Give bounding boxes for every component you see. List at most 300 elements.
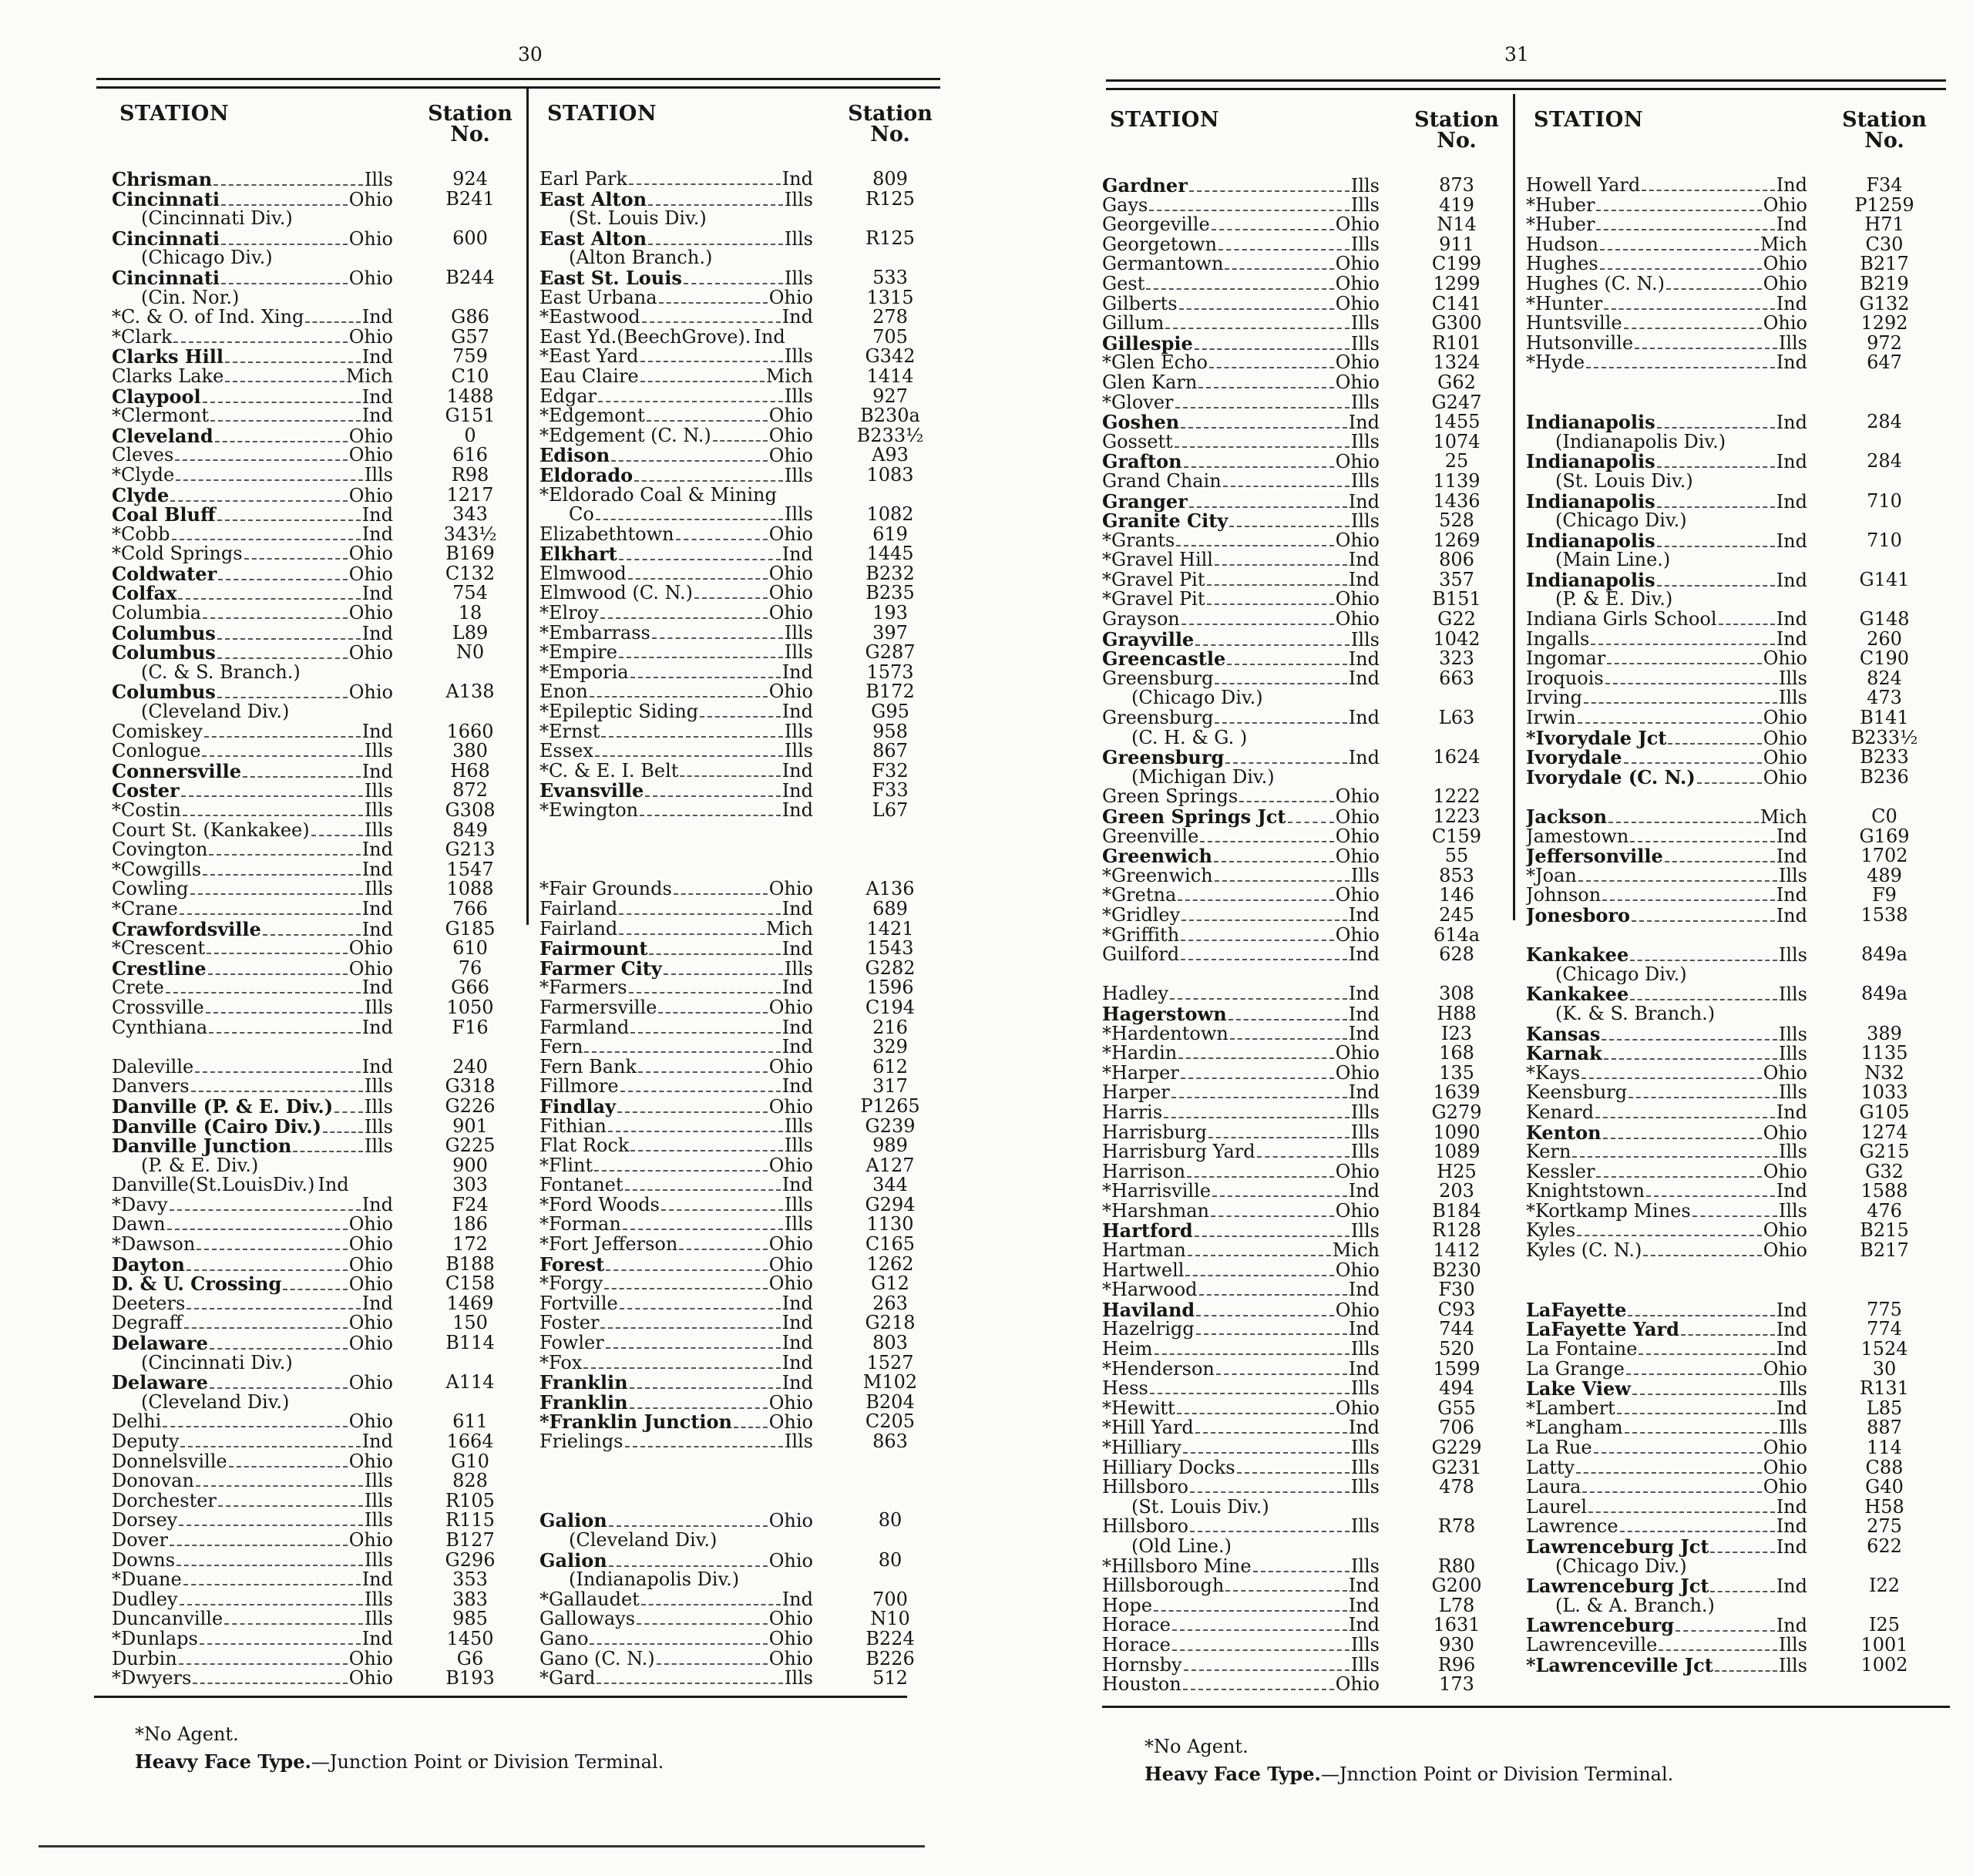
station-number: C159 bbox=[1431, 825, 1482, 847]
leader-dots bbox=[1214, 861, 1334, 862]
station-number: B193 bbox=[445, 1667, 495, 1689]
leader-dots bbox=[183, 1584, 361, 1585]
station-number: G225 bbox=[445, 1135, 496, 1157]
state-abbr: Ind bbox=[361, 859, 393, 880]
section-gap bbox=[539, 1491, 940, 1511]
station-number: G282 bbox=[865, 956, 916, 979]
station-name: *Griffith bbox=[1102, 925, 1180, 946]
station-name: Hughes (C. N.) bbox=[1526, 274, 1665, 294]
station-row bbox=[539, 998, 940, 1018]
station-column-right bbox=[539, 102, 940, 1689]
station-row bbox=[539, 1432, 940, 1452]
station-name: *Kortkamp Mines bbox=[1526, 1201, 1691, 1222]
state-abbr: Ohio bbox=[348, 485, 393, 506]
leader-dots bbox=[601, 736, 782, 738]
station-row bbox=[1526, 886, 1934, 906]
leader-dots bbox=[1710, 1552, 1774, 1553]
station-name: Conlogue bbox=[112, 741, 201, 762]
station-row bbox=[1102, 1182, 1507, 1202]
station-number: 754 bbox=[452, 582, 488, 604]
station-number: 901 bbox=[452, 1115, 488, 1137]
station-number: 985 bbox=[452, 1608, 488, 1630]
station-name: *Epileptic Siding bbox=[539, 702, 699, 723]
state-abbr: Ills bbox=[364, 465, 393, 486]
station-name: Cincinnati bbox=[112, 228, 220, 250]
station-row bbox=[112, 1274, 520, 1294]
state-abbr: Ind bbox=[781, 1175, 813, 1196]
leader-dots bbox=[176, 479, 363, 481]
station-number: 344 bbox=[872, 1174, 908, 1196]
station-number: 30 bbox=[1872, 1357, 1897, 1380]
station-number: 710 bbox=[1867, 529, 1902, 551]
leader-dots bbox=[1602, 899, 1774, 901]
leader-dots bbox=[203, 874, 361, 876]
leader-dots bbox=[179, 1663, 348, 1665]
station-name: Edgar bbox=[539, 386, 597, 407]
station-qualifier: (Old Line.) bbox=[1131, 1536, 1232, 1557]
state-abbr: Ind bbox=[1348, 1576, 1380, 1597]
leader-dots bbox=[1625, 1432, 1777, 1434]
station-row bbox=[1102, 1596, 1507, 1616]
station-number: 1299 bbox=[1433, 272, 1481, 294]
state-abbr: Ohio bbox=[1335, 807, 1380, 828]
station-row bbox=[1526, 1653, 1934, 1676]
state-abbr: Ohio bbox=[1763, 195, 1807, 216]
station-row bbox=[539, 1037, 940, 1057]
station-number: B169 bbox=[445, 543, 495, 565]
station-row bbox=[1102, 1044, 1507, 1064]
bottom-rule bbox=[94, 1696, 907, 1698]
state-abbr: Ind bbox=[1348, 984, 1380, 1005]
leader-dots bbox=[221, 244, 348, 245]
state-abbr: Mich bbox=[345, 366, 393, 387]
station-row bbox=[1102, 1199, 1507, 1222]
station-name: Jonesboro bbox=[1526, 905, 1631, 926]
station-number: 989 bbox=[872, 1135, 908, 1157]
section-gap bbox=[1526, 926, 1934, 946]
station-row bbox=[1526, 1340, 1934, 1360]
leader-dots bbox=[1603, 1138, 1762, 1139]
station-row bbox=[1102, 1320, 1507, 1340]
station-name: *Hardin bbox=[1102, 1044, 1178, 1064]
station-name: Essex bbox=[539, 741, 593, 762]
leader-dots bbox=[630, 1387, 781, 1389]
station-name: Duncanville bbox=[112, 1609, 224, 1630]
station-name: Hillsboro bbox=[1102, 1517, 1189, 1538]
state-abbr: Ind bbox=[361, 919, 393, 940]
station-number: 622 bbox=[1867, 1535, 1902, 1557]
station-qualifier: (Chicago Div.) bbox=[1131, 688, 1263, 709]
station-name: *Gravel Pit bbox=[1102, 590, 1205, 610]
state-abbr: Ohio bbox=[348, 544, 393, 565]
state-abbr: Ind bbox=[361, 524, 393, 545]
station-row bbox=[539, 702, 940, 722]
station-name: Hutsonville bbox=[1526, 333, 1634, 354]
leader-dots bbox=[163, 1426, 347, 1427]
state-abbr: Ind bbox=[1776, 176, 1807, 196]
station-number: A136 bbox=[865, 878, 915, 900]
leader-dots bbox=[1200, 841, 1333, 842]
leader-dots bbox=[1177, 1413, 1334, 1414]
leader-dots bbox=[694, 597, 768, 599]
leader-dots bbox=[1155, 1353, 1350, 1355]
station-number: 610 bbox=[452, 937, 488, 960]
station-name: *Fort Jefferson bbox=[539, 1235, 678, 1256]
station-no-header: Station No. bbox=[848, 102, 933, 146]
station-number: 80 bbox=[878, 1548, 902, 1571]
station-name: East Yd.(BeechGrove). bbox=[539, 327, 751, 348]
state-abbr: Ills bbox=[784, 1195, 813, 1215]
station-number: H68 bbox=[450, 759, 490, 782]
state-abbr: Ills bbox=[784, 347, 813, 368]
leader-dots bbox=[203, 617, 348, 619]
leader-dots bbox=[1628, 1315, 1774, 1316]
leader-dots bbox=[1229, 1019, 1347, 1020]
state-abbr: Ills bbox=[1350, 314, 1380, 335]
station-name: Kenard bbox=[1526, 1102, 1595, 1123]
station-number: 1639 bbox=[1433, 1081, 1481, 1104]
station-subline bbox=[1526, 472, 1934, 492]
station-row bbox=[1102, 1103, 1507, 1123]
state-abbr: Ills bbox=[784, 1116, 813, 1137]
leader-dots bbox=[1181, 427, 1347, 429]
leader-dots bbox=[1164, 1117, 1350, 1118]
station-number: 512 bbox=[872, 1667, 908, 1689]
station-name: *Gravel Pit bbox=[1102, 570, 1205, 590]
station-number: 1139 bbox=[1433, 469, 1481, 492]
leader-dots bbox=[629, 183, 781, 185]
state-abbr: Ills bbox=[1778, 333, 1807, 354]
leader-dots bbox=[606, 1347, 781, 1349]
station-number: 173 bbox=[1439, 1673, 1474, 1696]
state-abbr: Ohio bbox=[768, 406, 813, 427]
leader-dots bbox=[1591, 644, 1774, 645]
state-abbr: Ind bbox=[361, 1432, 393, 1452]
station-number: 1135 bbox=[1860, 1042, 1908, 1064]
leader-dots bbox=[583, 1367, 780, 1369]
station-row bbox=[1526, 1123, 1934, 1143]
station-name: Farmersville bbox=[539, 997, 657, 1018]
station-row bbox=[1526, 1142, 1934, 1162]
leader-dots bbox=[676, 539, 768, 540]
station-name: *Hyde bbox=[1526, 353, 1585, 374]
leader-dots bbox=[1588, 1511, 1775, 1513]
state-abbr: Ills bbox=[784, 1136, 813, 1157]
station-name: Knightstown bbox=[1526, 1182, 1645, 1202]
station-number: 924 bbox=[452, 168, 488, 190]
station-name: Downs bbox=[112, 1550, 176, 1571]
station-number: 927 bbox=[872, 385, 908, 407]
state-abbr: Ind bbox=[1776, 1576, 1807, 1598]
station-number: B204 bbox=[865, 1390, 915, 1413]
station-number: 383 bbox=[452, 1588, 488, 1610]
leader-dots bbox=[1657, 466, 1775, 468]
state-abbr: Ind bbox=[781, 170, 813, 190]
state-abbr: Ind bbox=[361, 505, 393, 526]
leader-dots bbox=[595, 755, 783, 757]
leader-dots bbox=[1581, 1078, 1762, 1079]
station-number: G279 bbox=[1431, 1101, 1482, 1123]
leader-dots bbox=[1189, 506, 1347, 508]
state-abbr: Ills bbox=[784, 386, 813, 407]
station-name: Greensburg bbox=[1102, 708, 1214, 729]
station-number: 389 bbox=[1867, 1022, 1902, 1044]
leader-dots bbox=[209, 854, 360, 856]
state-abbr: Ills bbox=[1350, 629, 1380, 651]
station-row bbox=[539, 1094, 940, 1118]
station-number: G231 bbox=[1431, 1456, 1482, 1478]
station-name: Hartman bbox=[1102, 1241, 1186, 1262]
station-name: Lawrenceville bbox=[1526, 1635, 1658, 1656]
state-abbr: Ind bbox=[781, 662, 813, 683]
leader-dots bbox=[1181, 940, 1334, 941]
station-row bbox=[1102, 627, 1507, 651]
station-row bbox=[539, 1548, 940, 1572]
leader-dots bbox=[620, 1308, 781, 1310]
station-number: C190 bbox=[1859, 647, 1910, 670]
leader-dots bbox=[1586, 367, 1775, 368]
station-number: P1259 bbox=[1854, 193, 1914, 216]
station-number: G215 bbox=[1859, 1141, 1910, 1163]
station-number: C205 bbox=[865, 1410, 916, 1433]
leader-dots bbox=[597, 1683, 783, 1684]
leader-dots bbox=[1600, 249, 1759, 250]
station-row bbox=[1526, 412, 1934, 432]
state-abbr: Ills bbox=[364, 1550, 393, 1571]
state-abbr: Ind bbox=[781, 1589, 813, 1610]
station-row bbox=[1526, 193, 1934, 216]
station-name: *Henderson bbox=[1102, 1359, 1215, 1380]
station-row bbox=[1102, 1438, 1507, 1458]
station-name: Kankakee bbox=[1526, 945, 1629, 967]
state-abbr: Ohio bbox=[1335, 452, 1380, 473]
station-row bbox=[112, 899, 520, 920]
station-name: *Eldorado Coal & Mining bbox=[539, 485, 777, 506]
station-subline bbox=[1526, 550, 1934, 570]
station-name: Huntsville bbox=[1526, 314, 1622, 335]
leader-dots bbox=[620, 1091, 781, 1092]
station-row bbox=[112, 347, 520, 367]
station-number: B230 bbox=[1432, 1259, 1481, 1281]
state-abbr: Ohio bbox=[1335, 530, 1380, 551]
leader-dots bbox=[1229, 526, 1350, 527]
station-subline bbox=[1526, 1004, 1934, 1024]
station-list bbox=[539, 170, 940, 1689]
state-abbr: Ills bbox=[1350, 234, 1380, 255]
station-number: 1262 bbox=[866, 1252, 914, 1275]
station-number: R98 bbox=[451, 463, 489, 486]
station-name: Granite City bbox=[1102, 511, 1229, 533]
station-name: Elmwood (C. N.) bbox=[539, 583, 693, 604]
state-abbr: Ind bbox=[361, 623, 393, 644]
station-number: 478 bbox=[1439, 1476, 1474, 1498]
station-name: Hillsborough bbox=[1102, 1576, 1225, 1597]
leader-dots bbox=[657, 1663, 768, 1665]
station-name: Cleves bbox=[112, 445, 174, 466]
station-row bbox=[1102, 215, 1507, 235]
station-row bbox=[1102, 393, 1507, 413]
leader-dots bbox=[1692, 1215, 1777, 1217]
station-number: 1315 bbox=[866, 286, 914, 308]
leader-dots bbox=[187, 1308, 360, 1310]
leader-dots bbox=[1209, 367, 1334, 368]
station-row bbox=[539, 781, 940, 801]
leader-dots bbox=[1578, 880, 1777, 882]
station-name: Germantown bbox=[1102, 254, 1224, 275]
state-abbr: Ind bbox=[1776, 846, 1807, 868]
leader-dots bbox=[1657, 546, 1775, 547]
state-abbr: Ohio bbox=[1763, 314, 1807, 335]
station-number: 972 bbox=[1867, 331, 1902, 354]
state-abbr: Ills bbox=[784, 643, 813, 664]
leader-dots bbox=[658, 1012, 767, 1014]
station-no-header: Station No. bbox=[1414, 108, 1499, 153]
station-row bbox=[1102, 827, 1507, 847]
station-name: Greensburg bbox=[1102, 748, 1225, 769]
station-subline bbox=[539, 1531, 940, 1551]
state-abbr: Ills bbox=[364, 170, 393, 190]
station-name: *C. & E. I. Belt bbox=[539, 761, 679, 782]
station-name: *C. & O. of Ind. Xing bbox=[112, 308, 304, 328]
state-abbr: Ind bbox=[361, 1057, 393, 1078]
state-abbr: Ind bbox=[1776, 570, 1807, 591]
state-abbr: Ind bbox=[361, 308, 393, 328]
station-name: *Huber bbox=[1526, 195, 1595, 216]
station-row bbox=[112, 978, 520, 998]
station-qualifier: (L. & A. Branch.) bbox=[1555, 1595, 1715, 1616]
station-name: Cincinnati bbox=[112, 267, 220, 289]
station-name: Elmwood bbox=[539, 563, 627, 584]
station-name: Indianapolis bbox=[1526, 412, 1655, 434]
station-name: *Gravel Hill bbox=[1102, 550, 1213, 571]
state-abbr: Ills bbox=[1778, 1142, 1807, 1163]
station-subline bbox=[112, 209, 520, 229]
state-abbr: Ills bbox=[364, 1609, 393, 1630]
station-number: 1702 bbox=[1860, 845, 1908, 867]
station-row bbox=[112, 1252, 520, 1276]
station-row bbox=[539, 1649, 940, 1669]
station-name: Haviland bbox=[1102, 1299, 1195, 1321]
leader-dots bbox=[206, 1012, 363, 1014]
state-abbr: Ind bbox=[361, 721, 393, 742]
station-row bbox=[539, 445, 940, 466]
station-name: Howell Yard bbox=[1526, 176, 1641, 196]
station-name: Hartwell bbox=[1102, 1260, 1185, 1281]
station-row bbox=[539, 463, 940, 486]
state-abbr: Ohio bbox=[768, 1609, 813, 1630]
station-qualifier: (Cin. Nor.) bbox=[141, 287, 240, 308]
station-number: I23 bbox=[1440, 1022, 1473, 1044]
station-name: *Ewington bbox=[539, 801, 639, 821]
leader-dots bbox=[225, 361, 361, 363]
leader-dots bbox=[1216, 1373, 1347, 1375]
column-header bbox=[112, 102, 520, 170]
leader-dots bbox=[619, 913, 780, 915]
leader-dots bbox=[213, 184, 363, 186]
station-number: G57 bbox=[451, 325, 489, 348]
station-row bbox=[1526, 1103, 1934, 1123]
station-row bbox=[112, 1077, 520, 1097]
state-abbr: Ind bbox=[1776, 629, 1807, 650]
station-subline bbox=[112, 1156, 520, 1176]
station-number: 114 bbox=[1867, 1437, 1902, 1458]
station-name: Grayson bbox=[1102, 610, 1180, 630]
state-abbr: Ohio bbox=[1335, 826, 1380, 847]
station-number: 900 bbox=[452, 1154, 488, 1176]
section-gap bbox=[1526, 393, 1934, 413]
station-row bbox=[1102, 590, 1507, 610]
station-name: *Gretna bbox=[1102, 886, 1177, 906]
leader-dots bbox=[180, 913, 361, 915]
station-name: Elizabethtown bbox=[539, 524, 674, 545]
state-abbr: Ohio bbox=[348, 1235, 393, 1256]
station-name: Ingomar bbox=[1526, 649, 1606, 670]
leader-dots bbox=[598, 401, 783, 402]
station-name: Coldwater bbox=[112, 563, 217, 585]
station-qualifier: (P. & E. Div.) bbox=[141, 1155, 259, 1176]
state-abbr: Ohio bbox=[348, 445, 393, 466]
state-abbr: Ind bbox=[781, 1373, 813, 1394]
station-name: Indianapolis bbox=[1526, 530, 1655, 552]
state-abbr: Ills bbox=[784, 1669, 813, 1689]
station-number: 476 bbox=[1867, 1199, 1902, 1222]
station-row bbox=[1102, 432, 1507, 452]
leader-dots bbox=[176, 1565, 363, 1566]
station-row bbox=[1526, 570, 1934, 590]
station-number: R115 bbox=[445, 1509, 495, 1531]
station-number: 489 bbox=[1867, 864, 1902, 886]
leader-dots bbox=[1183, 1689, 1334, 1690]
leader-dots bbox=[1195, 1432, 1347, 1434]
state-abbr: Ohio bbox=[1335, 1162, 1380, 1182]
station-number: 628 bbox=[1439, 943, 1474, 966]
station-subline bbox=[1526, 432, 1934, 452]
state-abbr: Ills bbox=[1350, 1438, 1380, 1458]
station-name: Fortville bbox=[539, 1293, 618, 1314]
station-number: C165 bbox=[865, 1233, 916, 1256]
station-row bbox=[112, 840, 520, 860]
station-number: N32 bbox=[1864, 1061, 1904, 1084]
leader-dots bbox=[1715, 1670, 1777, 1672]
station-number: 168 bbox=[1439, 1042, 1474, 1064]
state-abbr: Ohio bbox=[768, 1511, 813, 1532]
leader-dots bbox=[1665, 861, 1775, 862]
station-row bbox=[539, 643, 940, 663]
station-row bbox=[112, 1548, 520, 1571]
section-gap bbox=[1526, 373, 1934, 393]
station-number: 329 bbox=[872, 1036, 908, 1058]
station-number: G95 bbox=[871, 701, 909, 723]
column-header bbox=[1526, 108, 1934, 176]
leader-dots bbox=[1183, 1452, 1350, 1454]
station-name: *Cowgills bbox=[112, 859, 202, 880]
station-number: G22 bbox=[1437, 608, 1476, 630]
state-abbr: Ind bbox=[1348, 1083, 1380, 1104]
state-abbr: Ohio bbox=[1335, 886, 1380, 906]
station-row bbox=[112, 682, 520, 702]
state-abbr: Ohio bbox=[1335, 925, 1380, 946]
station-row bbox=[1102, 1675, 1507, 1695]
station-number: G342 bbox=[865, 345, 916, 368]
station-row bbox=[112, 564, 520, 584]
station-row bbox=[539, 544, 940, 564]
station-name: *Fox bbox=[539, 1353, 583, 1373]
leader-dots bbox=[1195, 644, 1350, 646]
station-name: *Eastwood bbox=[539, 308, 640, 328]
leader-dots bbox=[1605, 683, 1777, 684]
leader-dots bbox=[1253, 1571, 1350, 1572]
station-name: Findlay bbox=[539, 1096, 616, 1118]
